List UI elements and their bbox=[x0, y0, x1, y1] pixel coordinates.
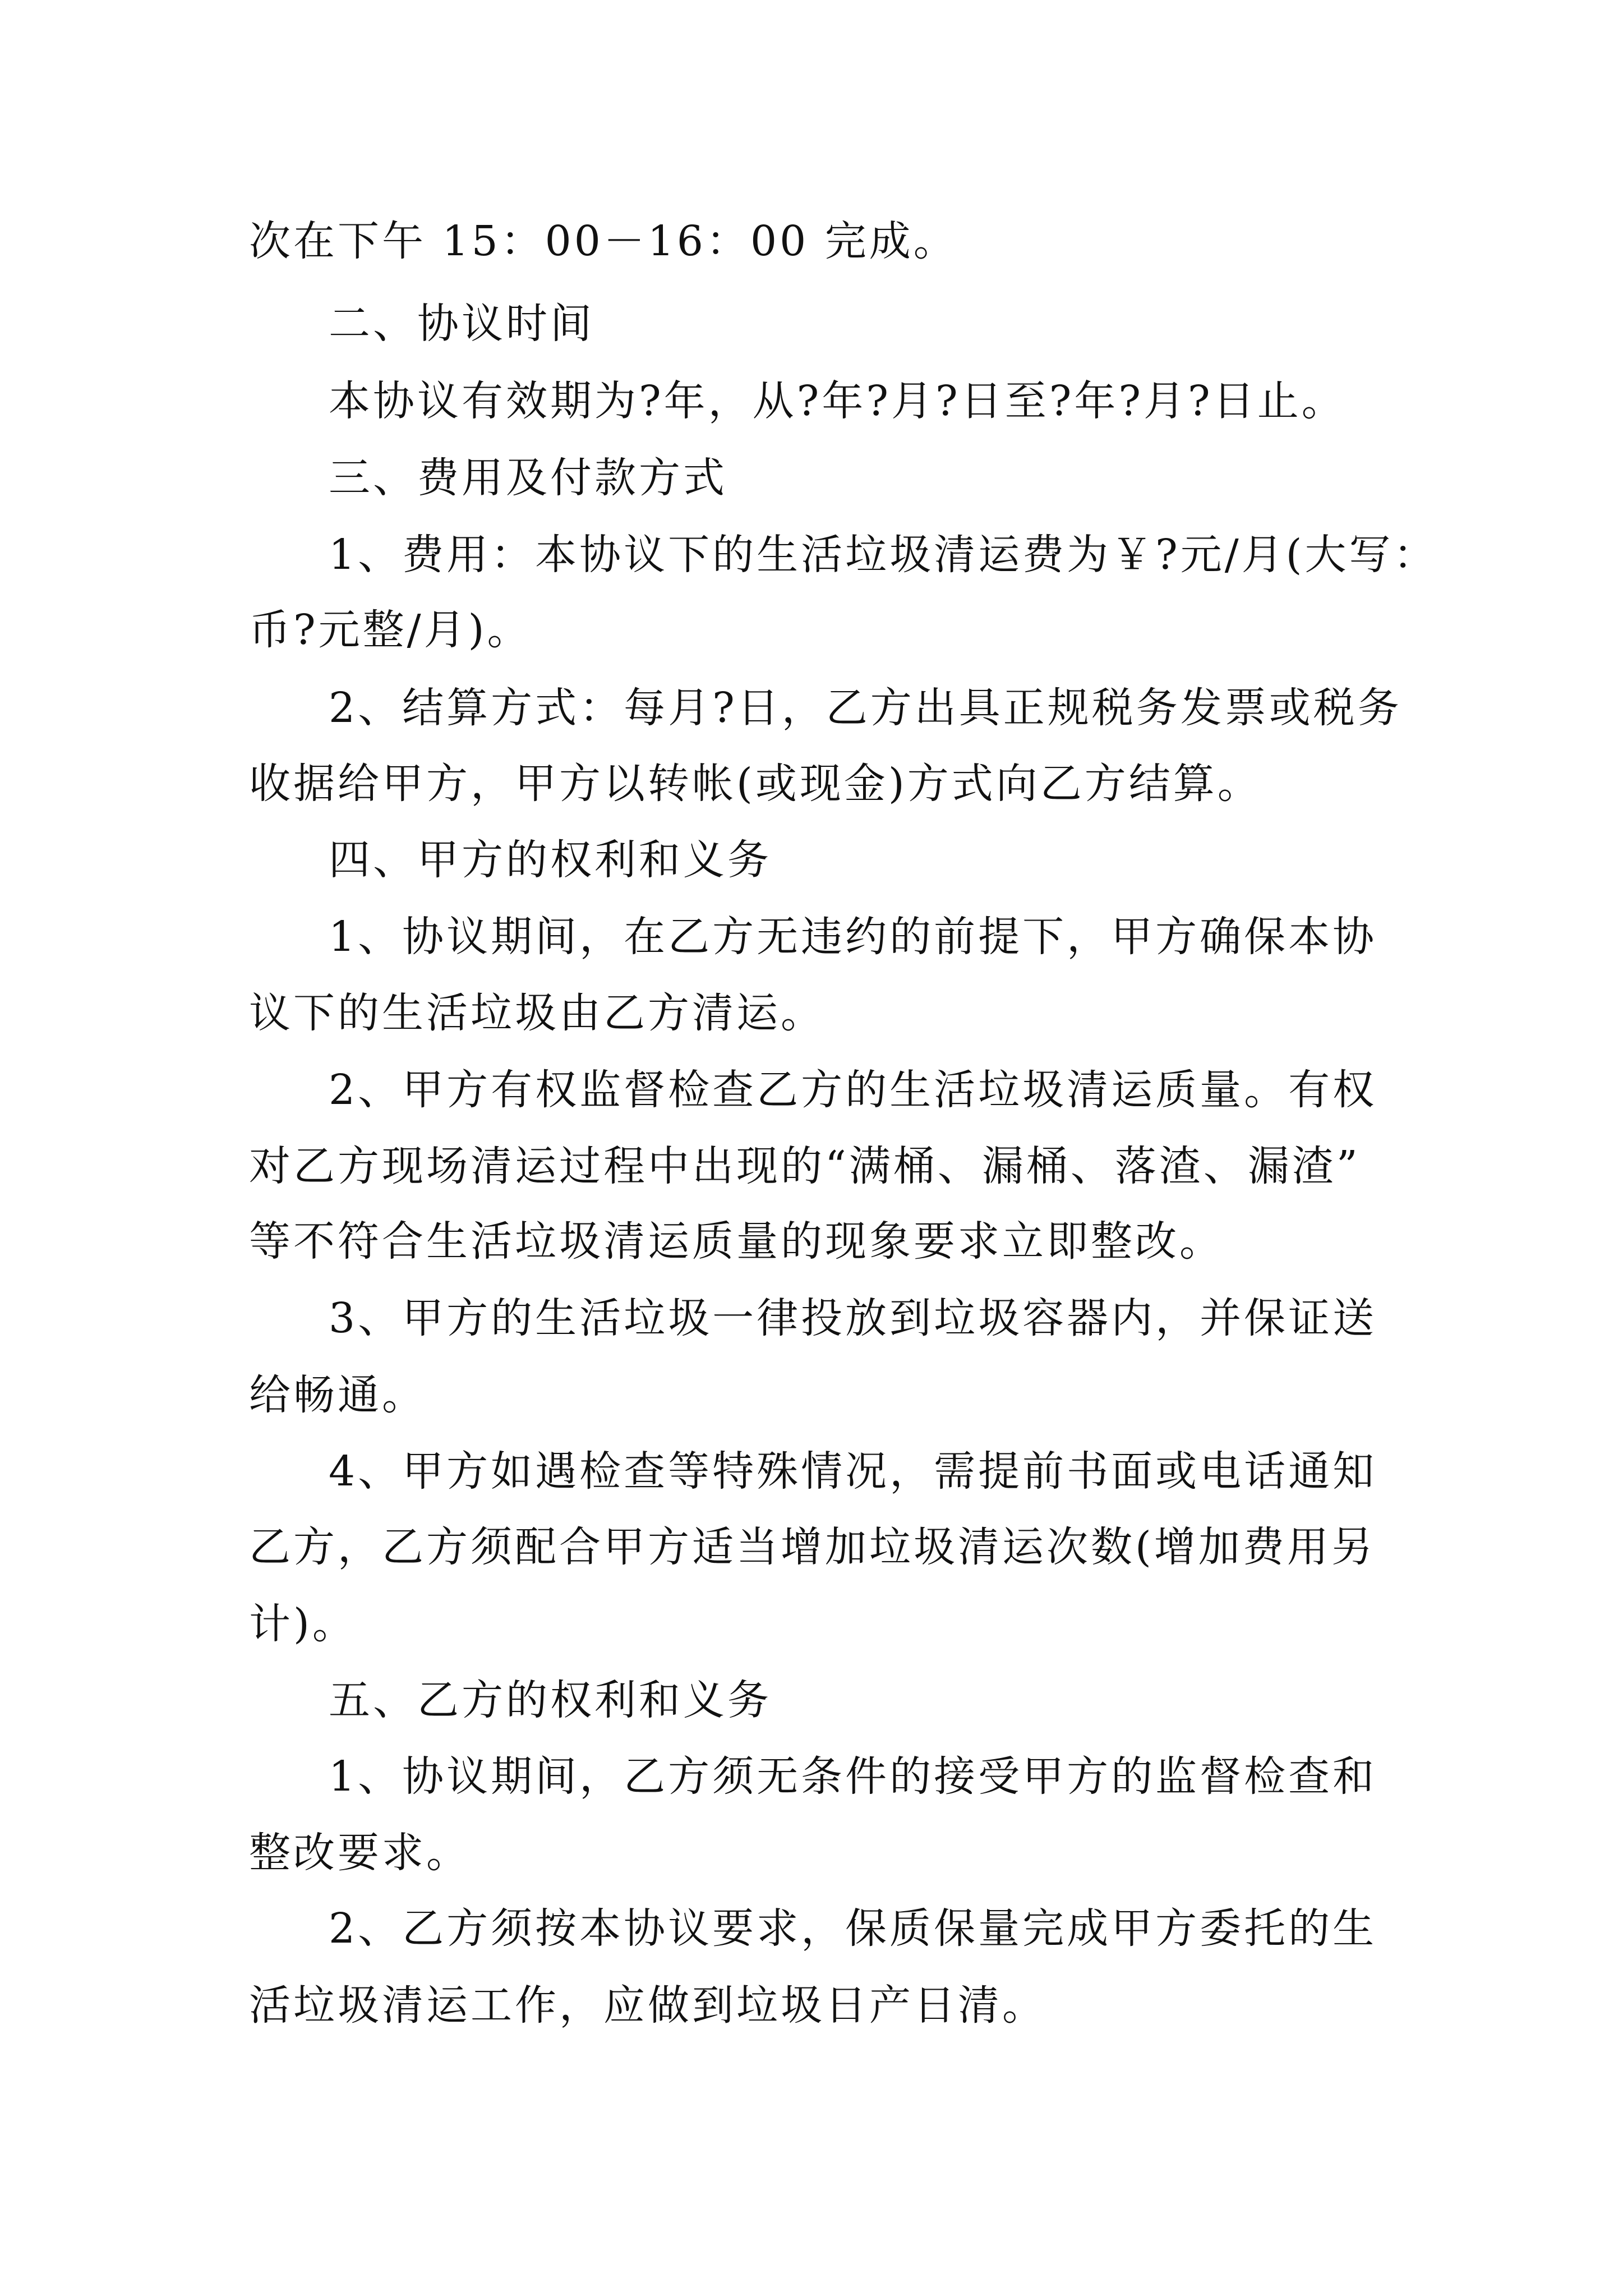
text-line: 整改要求。 bbox=[249, 1829, 471, 1877]
text-line: 3、甲方的生活垃圾一律投放到垃圾容器内，并保证送 bbox=[329, 1294, 1377, 1342]
text-line: 4、甲方如遇检查等特殊情况，需提前书面或电话通知 bbox=[329, 1447, 1377, 1496]
text-line: 活垃圾清运工作，应做到垃圾日产日清。 bbox=[249, 1981, 1046, 2030]
text-line: 1、协议期间，乙方须无条件的接受甲方的监督检查和 bbox=[329, 1752, 1377, 1801]
text-line: 次在下午 15：00－16：00 完成。 bbox=[249, 217, 958, 265]
text-line: 本协议有效期为?年，从?年?月?日至?年?月?日止。 bbox=[329, 377, 1346, 425]
text-line: 对乙方现场清运过程中出现的“满桶、漏桶、落渣、漏渣” bbox=[249, 1142, 1361, 1190]
text-line: 议下的生活垃圾由乙方清运。 bbox=[249, 989, 825, 1037]
section-heading: 三、费用及付款方式 bbox=[329, 454, 727, 502]
section-heading: 二、协议时间 bbox=[329, 300, 594, 348]
text-line: 计)。 bbox=[249, 1600, 357, 1648]
text-line: 乙方，乙方须配合甲方适当增加垃圾清运次数(增加费用另 bbox=[249, 1523, 1376, 1571]
text-line: 等不符合生活垃圾清运质量的现象要求立即整改。 bbox=[249, 1217, 1224, 1266]
text-line: 1、费用：本协议下的生活垃圾清运费为￥?元/月(大写： bbox=[329, 531, 1438, 579]
text-line: 币?元整/月)。 bbox=[249, 606, 532, 654]
text-line: 2、结算方式：每月?日，乙方出具正规税务发票或税务 bbox=[329, 684, 1402, 732]
text-line: 收据给甲方，甲方以转帐(或现金)方式向乙方结算。 bbox=[249, 760, 1262, 808]
text-line: 1、协议期间，在乙方无违约的前提下，甲方确保本协 bbox=[329, 913, 1377, 961]
text-line: 2、乙方须按本协议要求，保质保量完成甲方委托的生 bbox=[329, 1904, 1377, 1953]
section-heading: 四、甲方的权利和义务 bbox=[329, 836, 772, 884]
section-heading: 五、乙方的权利和义务 bbox=[329, 1676, 772, 1724]
text-line: 给畅通。 bbox=[249, 1371, 426, 1419]
text-line: 2、甲方有权监督检查乙方的生活垃圾清运质量。有权 bbox=[329, 1066, 1377, 1114]
